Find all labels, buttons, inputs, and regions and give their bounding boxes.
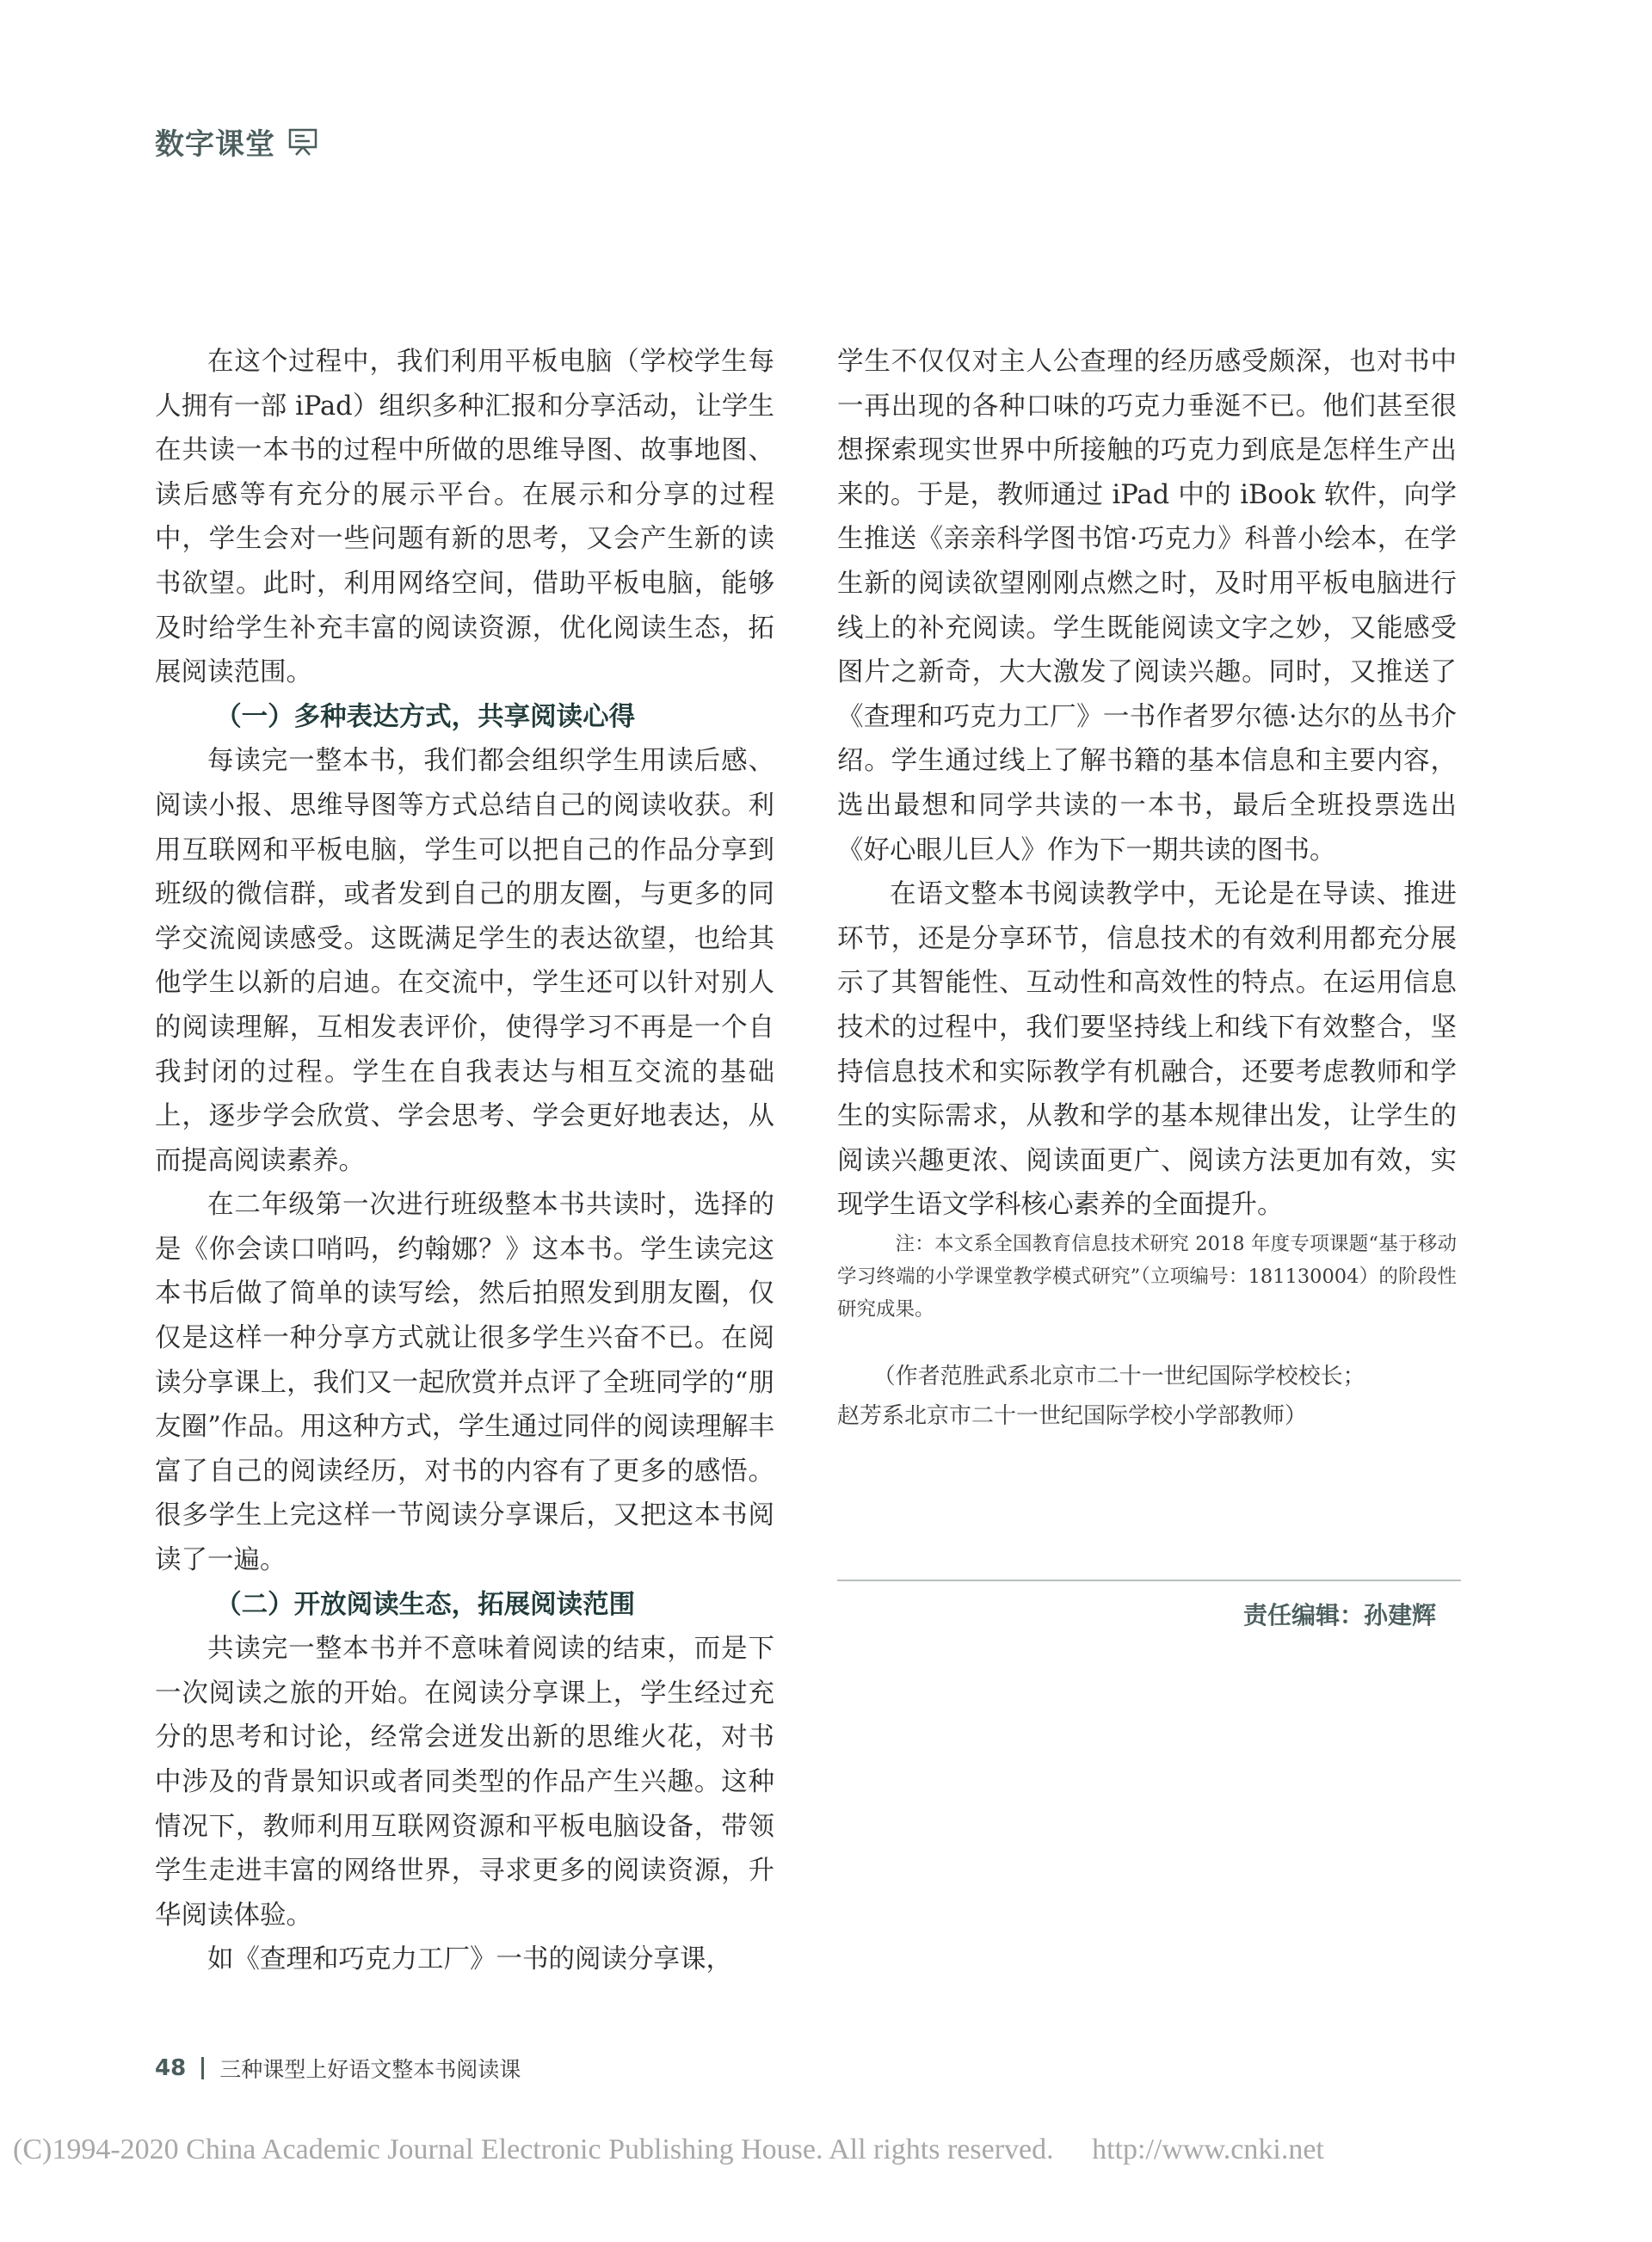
right-column: [837, 340, 1457, 1436]
paragraph: 共读完一整本书并不意味着阅读的结束，而是下一次阅读之旅的开始。在阅读分享课上，学生经过充分的思考和讨论，经常会迸发出新的思维火花，对书中涉及的背景知识或者同类型的作品产生兴趣。这种情况下，教师利用互联网资源和平板电脑设备，带领学生走进丰富的网络世界，寻求更多的阅读资源，升华阅读体验。: [155, 1634, 774, 1931]
paragraph: 在二年级第一次进行班级整本书共读时，选择的是《你会读口哨吗，约翰娜？》这本书。学生读完这本书后做了简单的读写绘，然后拍照发到朋友圈，仅仅是这样一种分享方式就让很多学生兴奋不已。在阅读分享课上，我们又一起欣赏并点评了全班同学的“朋友圈”作品。用这种方式，学生通过同伴的阅读理解丰富了自己的阅读经历，对书的内容有了更多的感悟。很多学生上完这样一节阅读分享课后，又把这本书阅读了一遍。: [155, 1190, 774, 1576]
copyright-url: http://www.cnki.net: [1092, 2134, 1324, 2165]
section-title: 数字课堂: [155, 127, 275, 162]
copyright-text: (C)1994-2020 China Academic Journal Electronic Publishing House. All rights reserved.: [13, 2134, 1054, 2165]
paragraph: 每读完一整本书，我们都会组织学生用读后感、阅读小报、思维导图等方式总结自己的阅读收获。利用互联网和平板电脑，学生可以把自己的作品分享到班级的微信群，或者发到自己的朋友圈，与更多的同学交流阅读感受。这既满足学生的表达欲望，也给其他学生以新的启迪。在交流中，学生还可以针对别人的阅读理解，互相发表评价，使得学习不再是一个自我封闭的过程。学生在自我表达与相互交流的基础上，逐步学会欣赏、学会思考、学会更好地表达，从而提高阅读素养。: [155, 746, 774, 1176]
divider: [837, 1580, 1461, 1581]
left-column: [155, 340, 774, 1982]
page-number: 48: [155, 2055, 187, 2081]
paragraph: 如《查理和巧克力工厂》一书的阅读分享课，: [207, 1944, 732, 1975]
presentation-board-icon: [287, 127, 318, 157]
page-footer: [155, 2053, 521, 2084]
section-heading-1: （一）多种表达方式，共享阅读心得: [215, 701, 636, 732]
author-byline: [837, 1357, 1457, 1436]
page-header: [155, 120, 318, 163]
responsible-editor: 责任编辑：孙建辉: [1243, 1601, 1437, 1629]
funding-note: 注：本文系全国教育信息技术研究 2018 年度专项课题“基于移动学习终端的小学课堂教学模式研究”（立项编号：181130004）的阶段性研究成果。: [837, 1232, 1457, 1321]
running-title: 三种课型上好语文整本书阅读课: [219, 2057, 521, 2082]
paragraph: 在语文整本书阅读教学中，无论是在导读、推进环节，还是分享环节，信息技术的有效利用都充分展示了其智能性、互动性和高效性的特点。在运用信息技术的过程中，我们要坚持线上和线下有效整合，坚持信息技术和实际教学有机融合，还要考虑教师和学生的实际需求，从教和学的基本规律出发，让学生的阅读兴趣更浓、阅读面更广、阅读方法更加有效，实现学生语文学科核心素养的全面提升。: [837, 879, 1457, 1221]
section-heading-2: （二）开放阅读生态，拓展阅读范围: [215, 1589, 636, 1620]
paragraph: 在这个过程中，我们利用平板电脑（学校学生每人拥有一部 iPad）组织多种汇报和分享活动，让学生在共读一本书的过程中所做的思维导图、故事地图、读后感等有充分的展示平台。在展示和分享的过程中，学生会对一些问题有新的思考，又会产生新的读书欲望。此时，利用网络空间，借助平板电脑，能够及时给学生补充丰富的阅读资源，优化阅读生态，拓展阅读范围。: [155, 347, 774, 688]
byline-line: （作者范胜武系北京市二十一世纪国际学校校长；: [872, 1363, 1365, 1389]
paragraph: 学生不仅仅对主人公查理的经历感受颇深，也对书中一再出现的各种口味的巧克力垂涎不已。他们甚至很想探索现实世界中所接触的巧克力到底是怎样生产出来的。于是，教师通过 iPad 中的 iBook 软件，向学生推送《亲亲科学图书馆·巧克力》科普小绘本，在学生新的阅读欲望刚刚点燃之时，及时用平板电脑进行线上的补充阅读。学生既能阅读文字之妙，又能感受图片之新奇，大大激发了阅读兴趣。同时，又推送了《查理和巧克力工厂》一书作者罗尔德·达尔的丛书介绍。学生通过线上了解书籍的基本信息和主要内容，选出最想和同学共读的一本书，最后全班投票选出《好心眼儿巨人》作为下一期共读的图书。: [837, 347, 1457, 865]
byline-line: 赵芳系北京市二十一世纪国际学校小学部教师）: [837, 1402, 1308, 1429]
footer-divider: [201, 2057, 204, 2079]
copyright-watermark: [13, 2134, 1648, 2166]
